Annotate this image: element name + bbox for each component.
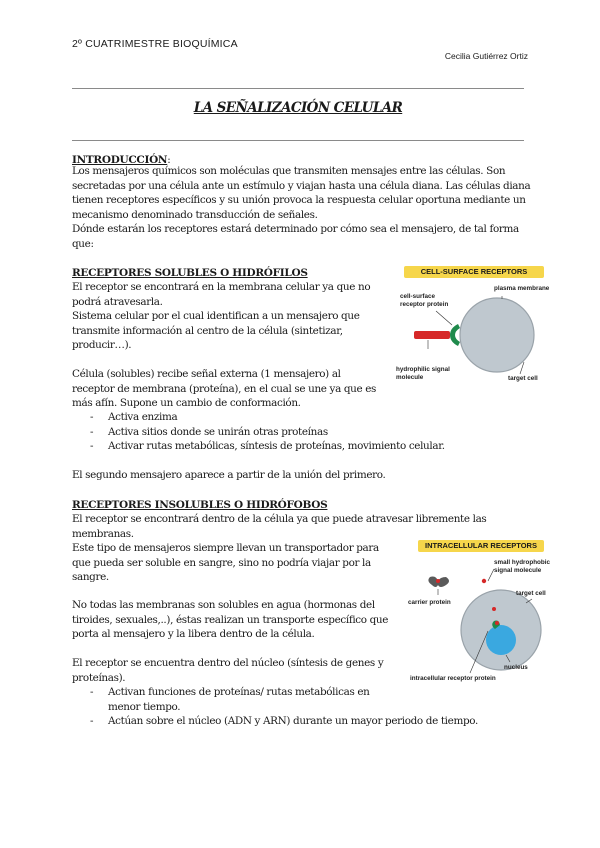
list-item-text: Activa sitios donde se unirán otras proteínas [108, 425, 328, 438]
signal-molecule-bound [495, 621, 499, 625]
text-line: producir…). [72, 339, 132, 351]
page-title: LA SEÑALIZACIÓN CELULAR [193, 100, 403, 116]
figure-title: INTRACELLULAR RECEPTORS [418, 540, 544, 552]
text-line: secretadas por una célula ante un estímulo y viajan hasta una célula diana. Las células diana [72, 179, 531, 192]
title-divider [72, 140, 524, 141]
text-line: Dónde estarán los receptores estará determinado por cómo sea el mensajero, de tal forma [72, 223, 519, 235]
cell-surface-figure [392, 262, 552, 392]
text-line: El receptor se encontrará en la membrana celular ya que no [72, 281, 371, 293]
text-line: sangre. [72, 571, 109, 583]
text-line: Sistema celular por el cual identifican a un mensajero que [72, 310, 360, 322]
label-intracellular-receptor: intracellular receptor protein [410, 675, 496, 682]
dash-marker: - [90, 715, 94, 727]
list-item-continuation [90, 700, 478, 715]
course-header: 2º CUATRIMESTRE BIOQUÍMICA [72, 38, 238, 50]
list-item [90, 714, 478, 729]
text-line: tienen receptores específicos y su unión provoca la respuesta celular oportuna mediante un [72, 194, 526, 206]
intro-colon: : [167, 154, 171, 166]
dash-marker: - [90, 440, 94, 452]
label-receptor-protein [400, 293, 448, 308]
label-signal-molecule [396, 366, 450, 381]
text-line: membranas. [72, 527, 134, 540]
label-carrier-protein: carrier protein [408, 599, 451, 606]
list-item [90, 410, 445, 425]
leader-line [436, 311, 452, 325]
top-divider [72, 88, 524, 89]
soluble-heading: RECEPTORES SOLUBLES O HIDRÓFILOS [72, 267, 308, 279]
text-line: Célula (solubles) recibe señal externa (1 mensajero) al [72, 368, 341, 380]
soluble-paragraph-b [72, 367, 376, 411]
text-line: que pueda ser soluble en sangre, sino no podría viajar por la [72, 556, 371, 569]
text-line: transmite información al centro de la célula (sintetizar, [72, 324, 343, 337]
text-line: tiroides, sexuales,..), éstas realizan un transporte específico que [72, 613, 389, 626]
figure-title: CELL-SURFACE RECEPTORS [404, 266, 544, 278]
dash-marker: - [90, 425, 94, 438]
text-line: que: [72, 237, 94, 250]
label-plasma-membrane: plasma membrane [494, 285, 550, 292]
list-item-text: menor tiempo. [108, 700, 181, 713]
list-item-text: Actúan sobre el núcleo (ADN y ARN) durante un mayor periodo de tiempo. [108, 715, 478, 727]
dash-marker: - [90, 411, 94, 423]
list-item [90, 439, 445, 454]
label-signal-molecule [494, 559, 550, 574]
insoluble-paragraph-b [72, 598, 388, 642]
text-line: Este tipo de mensajeros siempre llevan un transportador para [72, 542, 379, 554]
intro-heading: INTRODUCCIÓN [72, 154, 168, 166]
label-target-cell: target cell [508, 375, 538, 382]
text-line: proteínas). [72, 671, 126, 684]
text-line: El receptor se encontrará dentro de la célula ya que puede atravesar libremente las [72, 513, 487, 525]
list-item [90, 685, 478, 700]
soluble-bullets [90, 410, 445, 454]
label-line: hydrophilic signal [396, 366, 450, 373]
soluble-closing: El segundo mensajero aparece a partir de la unión del primero. [72, 469, 386, 481]
text-line: podrá atravesarla. [72, 295, 163, 308]
intro-paragraph [72, 164, 530, 251]
text-line: No todas las membranas son solubles en agua (hormonas del [72, 599, 375, 611]
insoluble-heading: RECEPTORES INSOLUBLES O HIDRÓFOBOS [72, 499, 328, 511]
target-cell-shape [460, 298, 534, 372]
insoluble-bullets [90, 685, 478, 729]
text-line: Los mensajeros químicos son moléculas que transmiten mensajes entre las células. Son [72, 165, 506, 177]
intracellular-figure [398, 537, 558, 687]
label-line: signal molecule [494, 566, 542, 574]
author-name: Cecilia Gutiérrez Ortiz [444, 51, 528, 61]
signal-molecule-inside [492, 607, 496, 611]
text-line: receptor de membrana (proteína), en el cual se une ya que es [72, 382, 377, 395]
list-item [90, 425, 445, 440]
soluble-paragraph-a [72, 280, 370, 353]
signal-molecule-carried [436, 579, 440, 583]
signal-molecule-shape [414, 331, 450, 339]
label-nucleus: nucleus [504, 664, 528, 671]
text-line: mecanismo denominado transducción de señales. [72, 208, 318, 221]
list-item-text: Activar rutas metabólicas, síntesis de proteínas, movimiento celular. [108, 440, 445, 452]
label-line: small hydrophobic [494, 559, 550, 566]
label-target-cell: target cell [516, 590, 546, 597]
label-line: receptor protein [400, 300, 449, 308]
list-item-text: Activan funciones de proteínas/ rutas metabólicas en [108, 686, 370, 698]
text-line: porta al mensajero y la libera dentro de la célula. [72, 628, 315, 640]
list-item-text: Activa enzima [108, 411, 178, 423]
receptor-protein-shape [450, 324, 460, 346]
insoluble-paragraph-c [72, 656, 383, 685]
text-line: El receptor se encuentra dentro del núcleo (síntesis de genes y [72, 657, 384, 669]
label-line: cell-surface [400, 293, 436, 300]
signal-molecule-free [482, 579, 486, 583]
dash-marker: - [90, 686, 94, 698]
text-line: más afín. Supone un cambio de conformación. [72, 397, 301, 409]
label-line: molecule [396, 373, 424, 381]
nucleus-shape [486, 625, 516, 655]
